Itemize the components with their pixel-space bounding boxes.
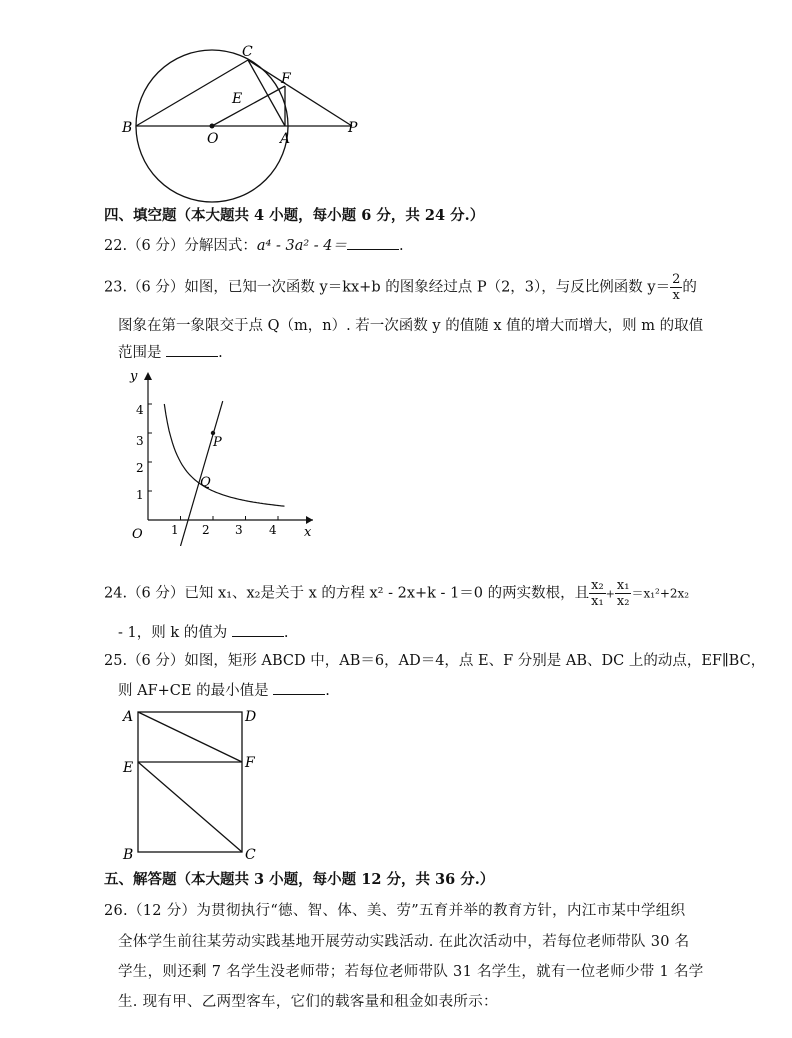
y-tick-2: 2 <box>136 461 144 475</box>
q25-number: 25. <box>104 653 128 669</box>
function-graph <box>118 366 318 546</box>
label-f: F <box>281 71 291 87</box>
label-q: Q <box>200 475 211 490</box>
q25-answer-blank[interactable] <box>273 694 325 695</box>
label-a: A <box>123 709 134 725</box>
q24-score: （6 分） <box>127 585 185 602</box>
question-24-line2: - 1，则 k 的值为 . <box>118 625 289 641</box>
question-26-line1: 26.（12 分）为贯彻执行“德、智、体、美、劳”五育并举的教育方针，内江市某中学组织 <box>104 903 686 919</box>
question-23-line3: 范围是 . <box>118 345 223 361</box>
label-o: O <box>207 131 219 147</box>
section-4-title: 四、填空题（本大题共 4 小题，每小题 6 分，共 24 分.） <box>104 207 485 224</box>
x-label: x <box>304 525 312 540</box>
question-22: 22.（6 分）分解因式：a⁴ - 3a² - 4＝ . <box>104 238 404 254</box>
label-c: C <box>242 44 253 60</box>
label-e: E <box>232 91 243 107</box>
q22-expression: a⁴ - 3a² - 4＝ <box>256 238 348 254</box>
y-tick-1: 1 <box>136 488 144 502</box>
y-tick-4: 4 <box>136 403 144 417</box>
label-p: P <box>213 435 222 450</box>
y-axis-arrow <box>144 372 152 380</box>
q24-fraction-2: $\frac{\text{x₁}}{\text{x₂}}$ <box>616 578 630 609</box>
x-axis-arrow <box>306 516 313 524</box>
hyperbola-curve <box>164 404 284 506</box>
label-b: B <box>122 120 133 136</box>
label-d: D <box>245 709 257 725</box>
question-26-line2: 全体学生前往某劳动实践基地开展劳动实践活动. 在此次活动中，若每位老师带队 30 名 <box>118 934 690 950</box>
q25-score: （6 分） <box>127 653 185 669</box>
question-23-line2: 图象在第一象限交于点 Q（m，n）. 若一次函数 y 的值随 x 值的增大而增大，则 m 的取值 <box>118 318 704 334</box>
label-c: C <box>245 847 256 863</box>
circle-figure <box>118 40 368 205</box>
rectangle-figure <box>118 704 268 864</box>
q26-number: 26. <box>104 903 128 919</box>
label-b: B <box>123 847 134 863</box>
origin-label: O <box>132 527 143 542</box>
question-26-line4: 生. 现有甲、乙两型客车，它们的载客量和租金如表所示： <box>118 994 498 1010</box>
q23-answer-blank[interactable] <box>166 356 218 357</box>
question-24-line1: 24.（6 分）已知 x₁、x₂是关于 x 的方程 x² - 2x+k - 1＝0 的两实数根，且 $\frac{\text{x₂}}{\text{x₁}}$ + $\frac{\text{x₁}}{\text{x₂}}$ ＝x₁²+2x₂ <box>104 578 690 609</box>
q22-score: （6 分） <box>127 238 185 254</box>
label-a: A <box>280 131 291 147</box>
x-tick-4: 4 <box>269 523 277 537</box>
q24-number: 24. <box>104 585 128 602</box>
segment-ec <box>138 762 242 852</box>
y-tick-3: 3 <box>136 434 144 448</box>
rectangle-abcd <box>138 712 242 852</box>
question-25-line2: 则 AF+CE 的最小值是 . <box>118 683 330 699</box>
line-ca <box>248 60 285 126</box>
q24-answer-blank[interactable] <box>232 636 284 637</box>
label-f: F <box>245 755 255 771</box>
q23-number: 23. <box>104 279 128 296</box>
q23-score: （6 分） <box>127 279 185 296</box>
x-tick-2: 2 <box>202 523 210 537</box>
q22-number: 22. <box>104 238 128 254</box>
segment-af <box>138 712 242 762</box>
center-point <box>210 124 215 129</box>
line-cp <box>248 60 352 126</box>
q22-text: 分解因式： <box>184 238 257 254</box>
label-p: P <box>348 120 358 136</box>
q26-score: （12 分） <box>127 903 197 919</box>
q23-fraction: $\frac{2}{x}$ <box>672 272 681 303</box>
label-e: E <box>123 760 134 776</box>
x-tick-3: 3 <box>235 523 243 537</box>
q22-answer-blank[interactable] <box>347 249 399 250</box>
question-25-line1: 25.（6 分）如图，矩形 ABCD 中，AB＝6，AD＝4，点 E、F 分别是 AB、DC 上的动点，EF∥BC， <box>104 653 766 669</box>
q24-fraction-1: $\frac{\text{x₂}}{\text{x₁}}$ <box>591 578 604 609</box>
x-tick-1: 1 <box>171 523 179 537</box>
section-5-title: 五、解答题（本大题共 3 小题，每小题 12 分，共 36 分.） <box>104 871 495 888</box>
question-26-line3: 学生，则还剩 7 名学生没老师带；若每位老师带队 31 名学生，就有一位老师少带 1 名学 <box>118 964 704 980</box>
question-23-line1: 23.（6 分）如图，已知一次函数 y＝kx+b 的图象经过点 P（2，3），与反比例函数 y＝ $\frac{2}{x}$ 的 <box>104 272 697 303</box>
y-label: y <box>130 369 138 384</box>
